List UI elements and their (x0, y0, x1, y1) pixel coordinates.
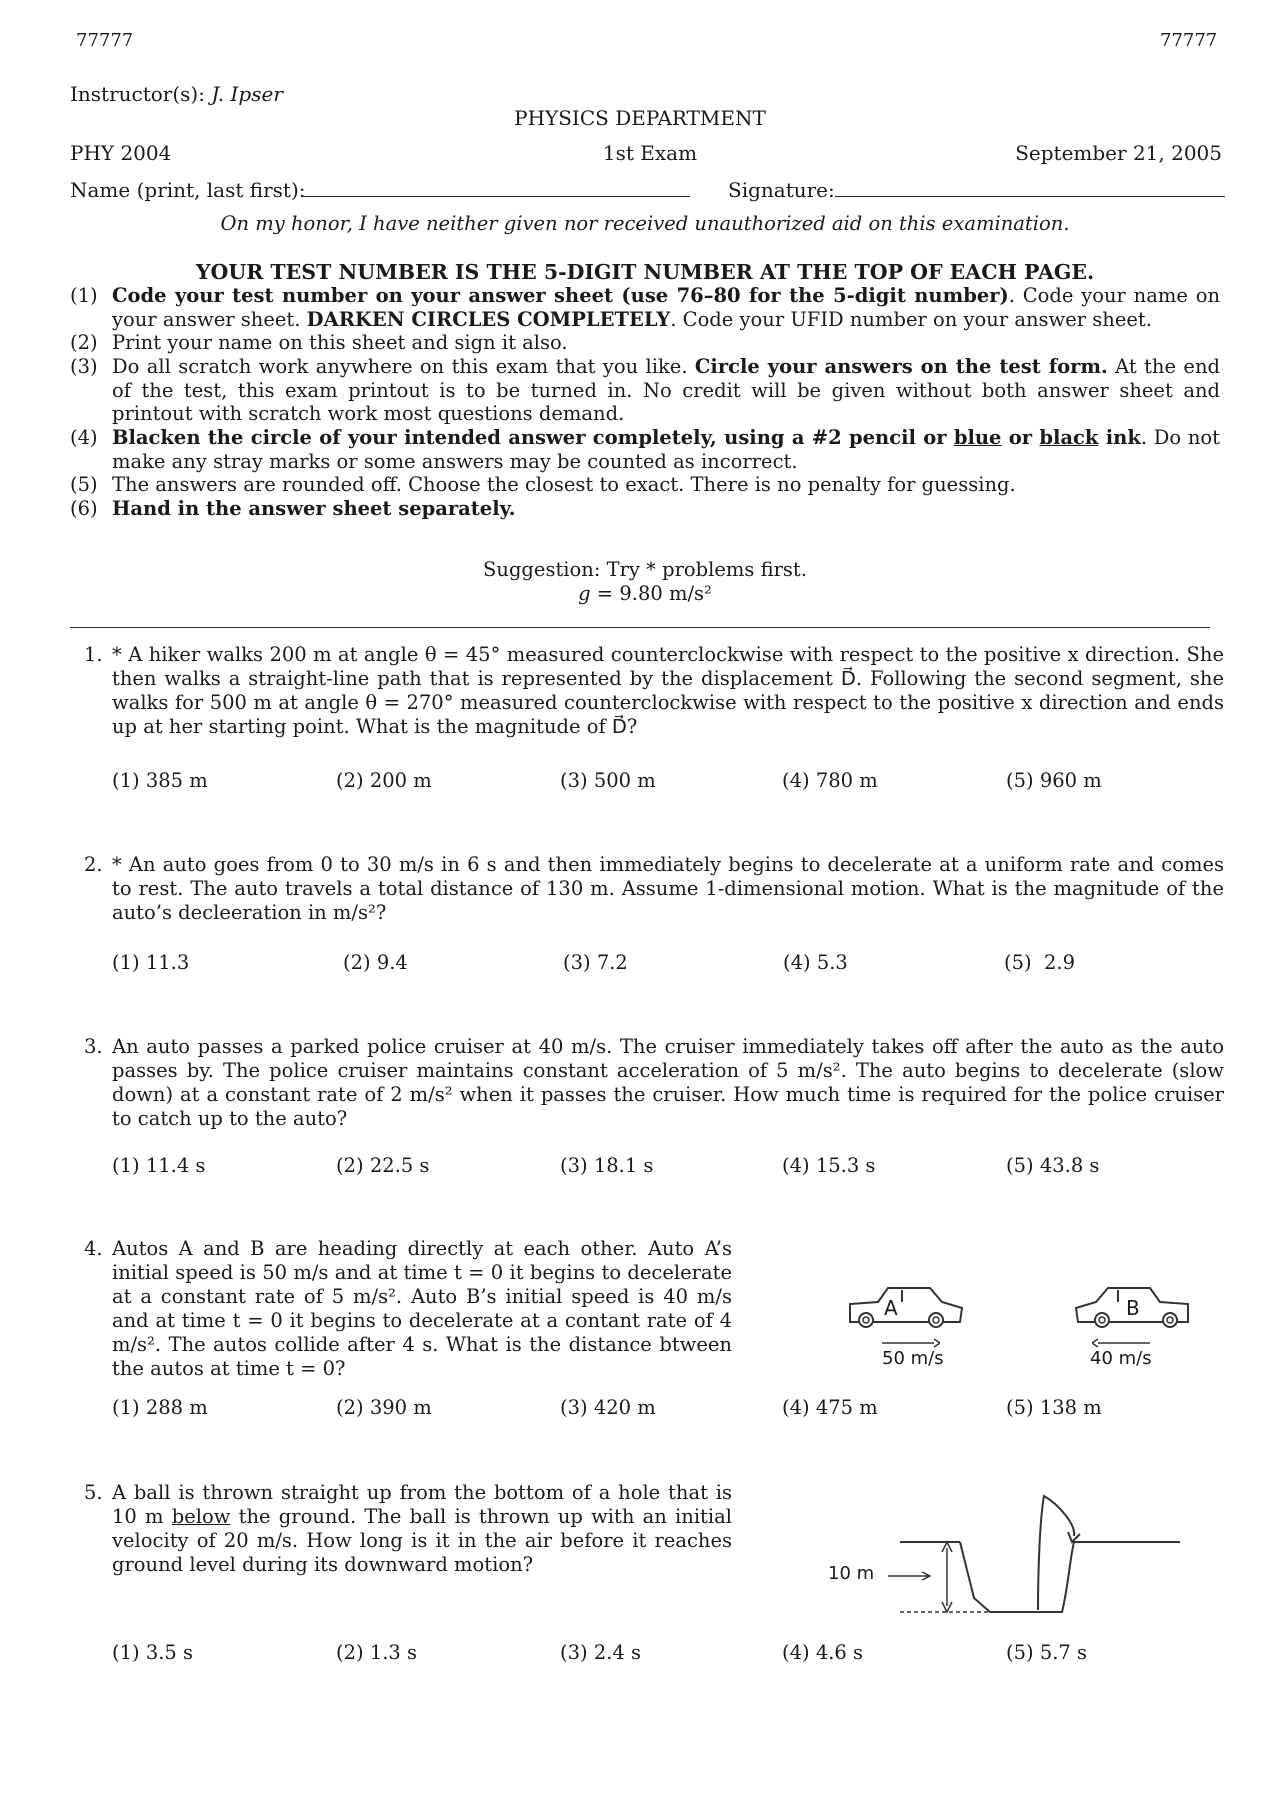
question-text: Autos A and B are heading directly at each other. Auto A’s initial speed is 50 m/s and at time t = 0 it begins to decelerate at a constant rate of 5 m/s². Auto B’s initial speed is 40 m/s and at time t = 0 it begins to decelerate at a contant rate of 4 m/s². The autos collide after 4 s. What is the distance btween the autos at time t = 0? (112, 1237, 732, 1380)
q2-option-5[interactable]: (5) 2.9 (1004, 951, 1076, 974)
instruction-6: (6) Hand in the answer sheet separately. (70, 497, 516, 520)
question-5: 5. A ball is thrown straight up from the bottom of a hole that is 10 m below the ground. The ball is thrown up with an initial velocity of 20 m/s. How long is it in the air before it reaches ground level during its downward motion? (84, 1481, 732, 1576)
department-title: PHYSICS DEPARTMENT (514, 106, 766, 130)
hole-depth-label: 10 m (828, 1563, 875, 1584)
instructor-line (70, 82, 283, 106)
q4-option-2[interactable]: (2) 390 m (336, 1396, 432, 1419)
instruction-2: (2) Print your name on this sheet and sign it also. (70, 331, 568, 354)
q5-option-3[interactable]: (3) 2.4 s (560, 1641, 642, 1664)
instruction-number: (1) (70, 284, 98, 307)
car-a-speed: 50 m/s (882, 1348, 944, 1369)
car-b-arrow (1092, 1338, 1152, 1348)
q3-option-3[interactable]: (3) 18.1 s (560, 1154, 654, 1177)
q4-option-1[interactable]: (1) 288 m (112, 1396, 208, 1419)
question-text (112, 1481, 732, 1577)
name-field[interactable] (302, 196, 690, 197)
question-3: 3. An auto passes a parked police cruiser at 40 m/s. The cruiser immediately takes off after the auto as the auto passes by. The police cruiser maintains constant acceleration of 5 m/s². The auto begins to decelerate (slow down) at a constant rate of 2 m/s² when it passes the cruiser. How much time is required for the police cruiser to catch up to the auto? (84, 1035, 1224, 1130)
instructor-label: Instructor(s): (70, 82, 205, 106)
instruction-number: (6) (70, 497, 98, 520)
q5-figure (830, 1478, 1210, 1648)
q3-option-2[interactable]: (2) 22.5 s (336, 1154, 430, 1177)
q2-option-4[interactable]: (4) 5.3 (783, 951, 848, 974)
question-4: 4. Autos A and B are heading directly at each other. Auto A’s initial speed is 50 m/s and at time t = 0 it begins to decelerate at a constant rate of 5 m/s². Auto B’s initial speed is 40 m/s and at time t = 0 it begins to decelerate at a contant rate of 4 m/s². The autos collide after 4 s. What is the distance btween the autos at time t = 0? (84, 1237, 732, 1380)
instruction-number: (3) (70, 355, 98, 378)
q2-option-1[interactable]: (1) 11.3 (112, 951, 190, 974)
test-number-left: 77777 (76, 30, 134, 51)
car-a-arrow (880, 1338, 940, 1348)
q5-option-1[interactable]: (1) 3.5 s (112, 1641, 194, 1664)
q3-option-1[interactable]: (1) 11.4 s (112, 1154, 206, 1177)
signature-label: Signature: (728, 178, 835, 202)
instructor-name: J. Ipser (211, 82, 283, 106)
car-a-label: A (884, 1296, 898, 1320)
q4-figure (830, 1270, 1210, 1380)
exam-date: September 21, 2005 (1015, 141, 1222, 165)
q1-option-2[interactable]: (2) 200 m (336, 769, 432, 792)
car-b-speed: 40 m/s (1090, 1348, 1152, 1369)
q5-text-part: the ground. The ball is thrown up with an initial velocity of 20 m/s. How long is it in the air before it reaches ground level during its downward motion? (112, 1505, 732, 1576)
gravity-constant: g = 9.80 m/s² (578, 582, 712, 605)
instruction-1: (1) Code your test number on your answer sheet (use 76–80 for the 5-digit number). Code your name on your answer sheet. DARKEN CIRCLES COMPLETELY. Code your UFID number on your answer sheet. (70, 284, 1220, 331)
question-2: 2. * An auto goes from 0 to 30 m/s in 6 s and then immediately begins to decelerate at a uniform rate and comes to rest. The auto travels a total distance of 130 m. Assume 1-dimensional motion. What is the magnitude of the auto’s decleeration in m/s²? (84, 853, 1224, 924)
q1-option-4[interactable]: (4) 780 m (782, 769, 878, 792)
name-label: Name (print, last first): (70, 178, 306, 202)
question-1: 1. * A hiker walks 200 m at angle θ = 45° measured counterclockwise with respect to the positive x direction. She then walks a straight-line path that is represented by the displacement D⃗. Following the second segment, she walks for 500 m at angle θ = 270° measured counterclockwise with respect to the positive x direction and ends up at her starting point. What is the magnitude of D⃗? (84, 643, 1224, 738)
instruction-3: (3) Do all scratch work anywhere on this exam that you like. Circle your answers on the test form. At the end of the test, this exam printout is to be turned in. No credit will be given without both answer sheet and printout with scratch work most questions demand. (70, 355, 1220, 425)
question-text: * A hiker walks 200 m at angle θ = 45° measured counterclockwise with respect to the positive x direction. She then walks a straight-line path that is represented by the displacement D⃗. Following the second segment, she walks for 500 m at angle θ = 270° measured counterclockwise with respect to the positive x direction and ends up at her starting point. What is the magnitude of D⃗? (112, 643, 1224, 738)
q5-underlined-word: below (171, 1505, 231, 1528)
car-b-label: B (1126, 1296, 1140, 1320)
q2-option-3[interactable]: (3) 7.2 (563, 951, 628, 974)
q4-option-4[interactable]: (4) 475 m (782, 1396, 878, 1419)
course-code: PHY 2004 (70, 141, 172, 165)
instruction-number: (2) (70, 331, 98, 354)
q5-option-4[interactable]: (4) 4.6 s (782, 1641, 864, 1664)
q5-text-part: A ball is thrown straight up from the bottom of a hole that is 10 m (112, 1481, 732, 1528)
honor-pledge: On my honor, I have neither given nor received unauthorized aid on this examination. (220, 212, 1070, 235)
q1-option-3[interactable]: (3) 500 m (560, 769, 656, 792)
suggestion-text: Suggestion: Try * problems first. (483, 558, 807, 581)
section-divider (70, 627, 1210, 628)
instruction-4: (4) Blacken the circle of your intended answer completely, using a #2 pencil or blue or black ink. Do not make any stray marks or some answers may be counted as incorrect. (70, 426, 1221, 473)
q3-option-4[interactable]: (4) 15.3 s (782, 1154, 876, 1177)
car-a-drawing (844, 1270, 974, 1340)
instruction-number: (4) (70, 426, 98, 449)
instructions-heading: YOUR TEST NUMBER IS THE 5-DIGIT NUMBER AT THE TOP OF EACH PAGE. (195, 260, 1095, 284)
q4-option-5[interactable]: (5) 138 m (1006, 1396, 1102, 1419)
q4-option-3[interactable]: (3) 420 m (560, 1396, 656, 1419)
q3-option-5[interactable]: (5) 43.8 s (1006, 1154, 1100, 1177)
q5-option-5[interactable]: (5) 5.7 s (1006, 1641, 1088, 1664)
q5-option-2[interactable]: (2) 1.3 s (336, 1641, 418, 1664)
exam-title: 1st Exam (602, 141, 698, 165)
q2-option-2[interactable]: (2) 9.4 (343, 951, 408, 974)
instruction-5: (5) The answers are rounded off. Choose the closest to exact. There is no penalty for guessing. (70, 473, 1016, 496)
instruction-number: (5) (70, 473, 98, 496)
q1-option-5[interactable]: (5) 960 m (1006, 769, 1102, 792)
question-text: * An auto goes from 0 to 30 m/s in 6 s and then immediately begins to decelerate at a uniform rate and comes to rest. The auto travels a total distance of 130 m. Assume 1-dimensional motion. What is the magnitude of the auto’s decleeration in m/s²? (112, 853, 1224, 924)
test-number-right: 77777 (1160, 30, 1218, 51)
q1-option-1[interactable]: (1) 385 m (112, 769, 208, 792)
question-text: An auto passes a parked police cruiser at 40 m/s. The cruiser immediately takes off after the auto as the auto passes by. The police cruiser maintains constant acceleration of 5 m/s². The auto begins to decelerate (slow down) at a constant rate of 2 m/s² when it passes the cruiser. How much time is required for the police cruiser to catch up to the auto? (112, 1035, 1224, 1130)
signature-field[interactable] (835, 196, 1225, 197)
